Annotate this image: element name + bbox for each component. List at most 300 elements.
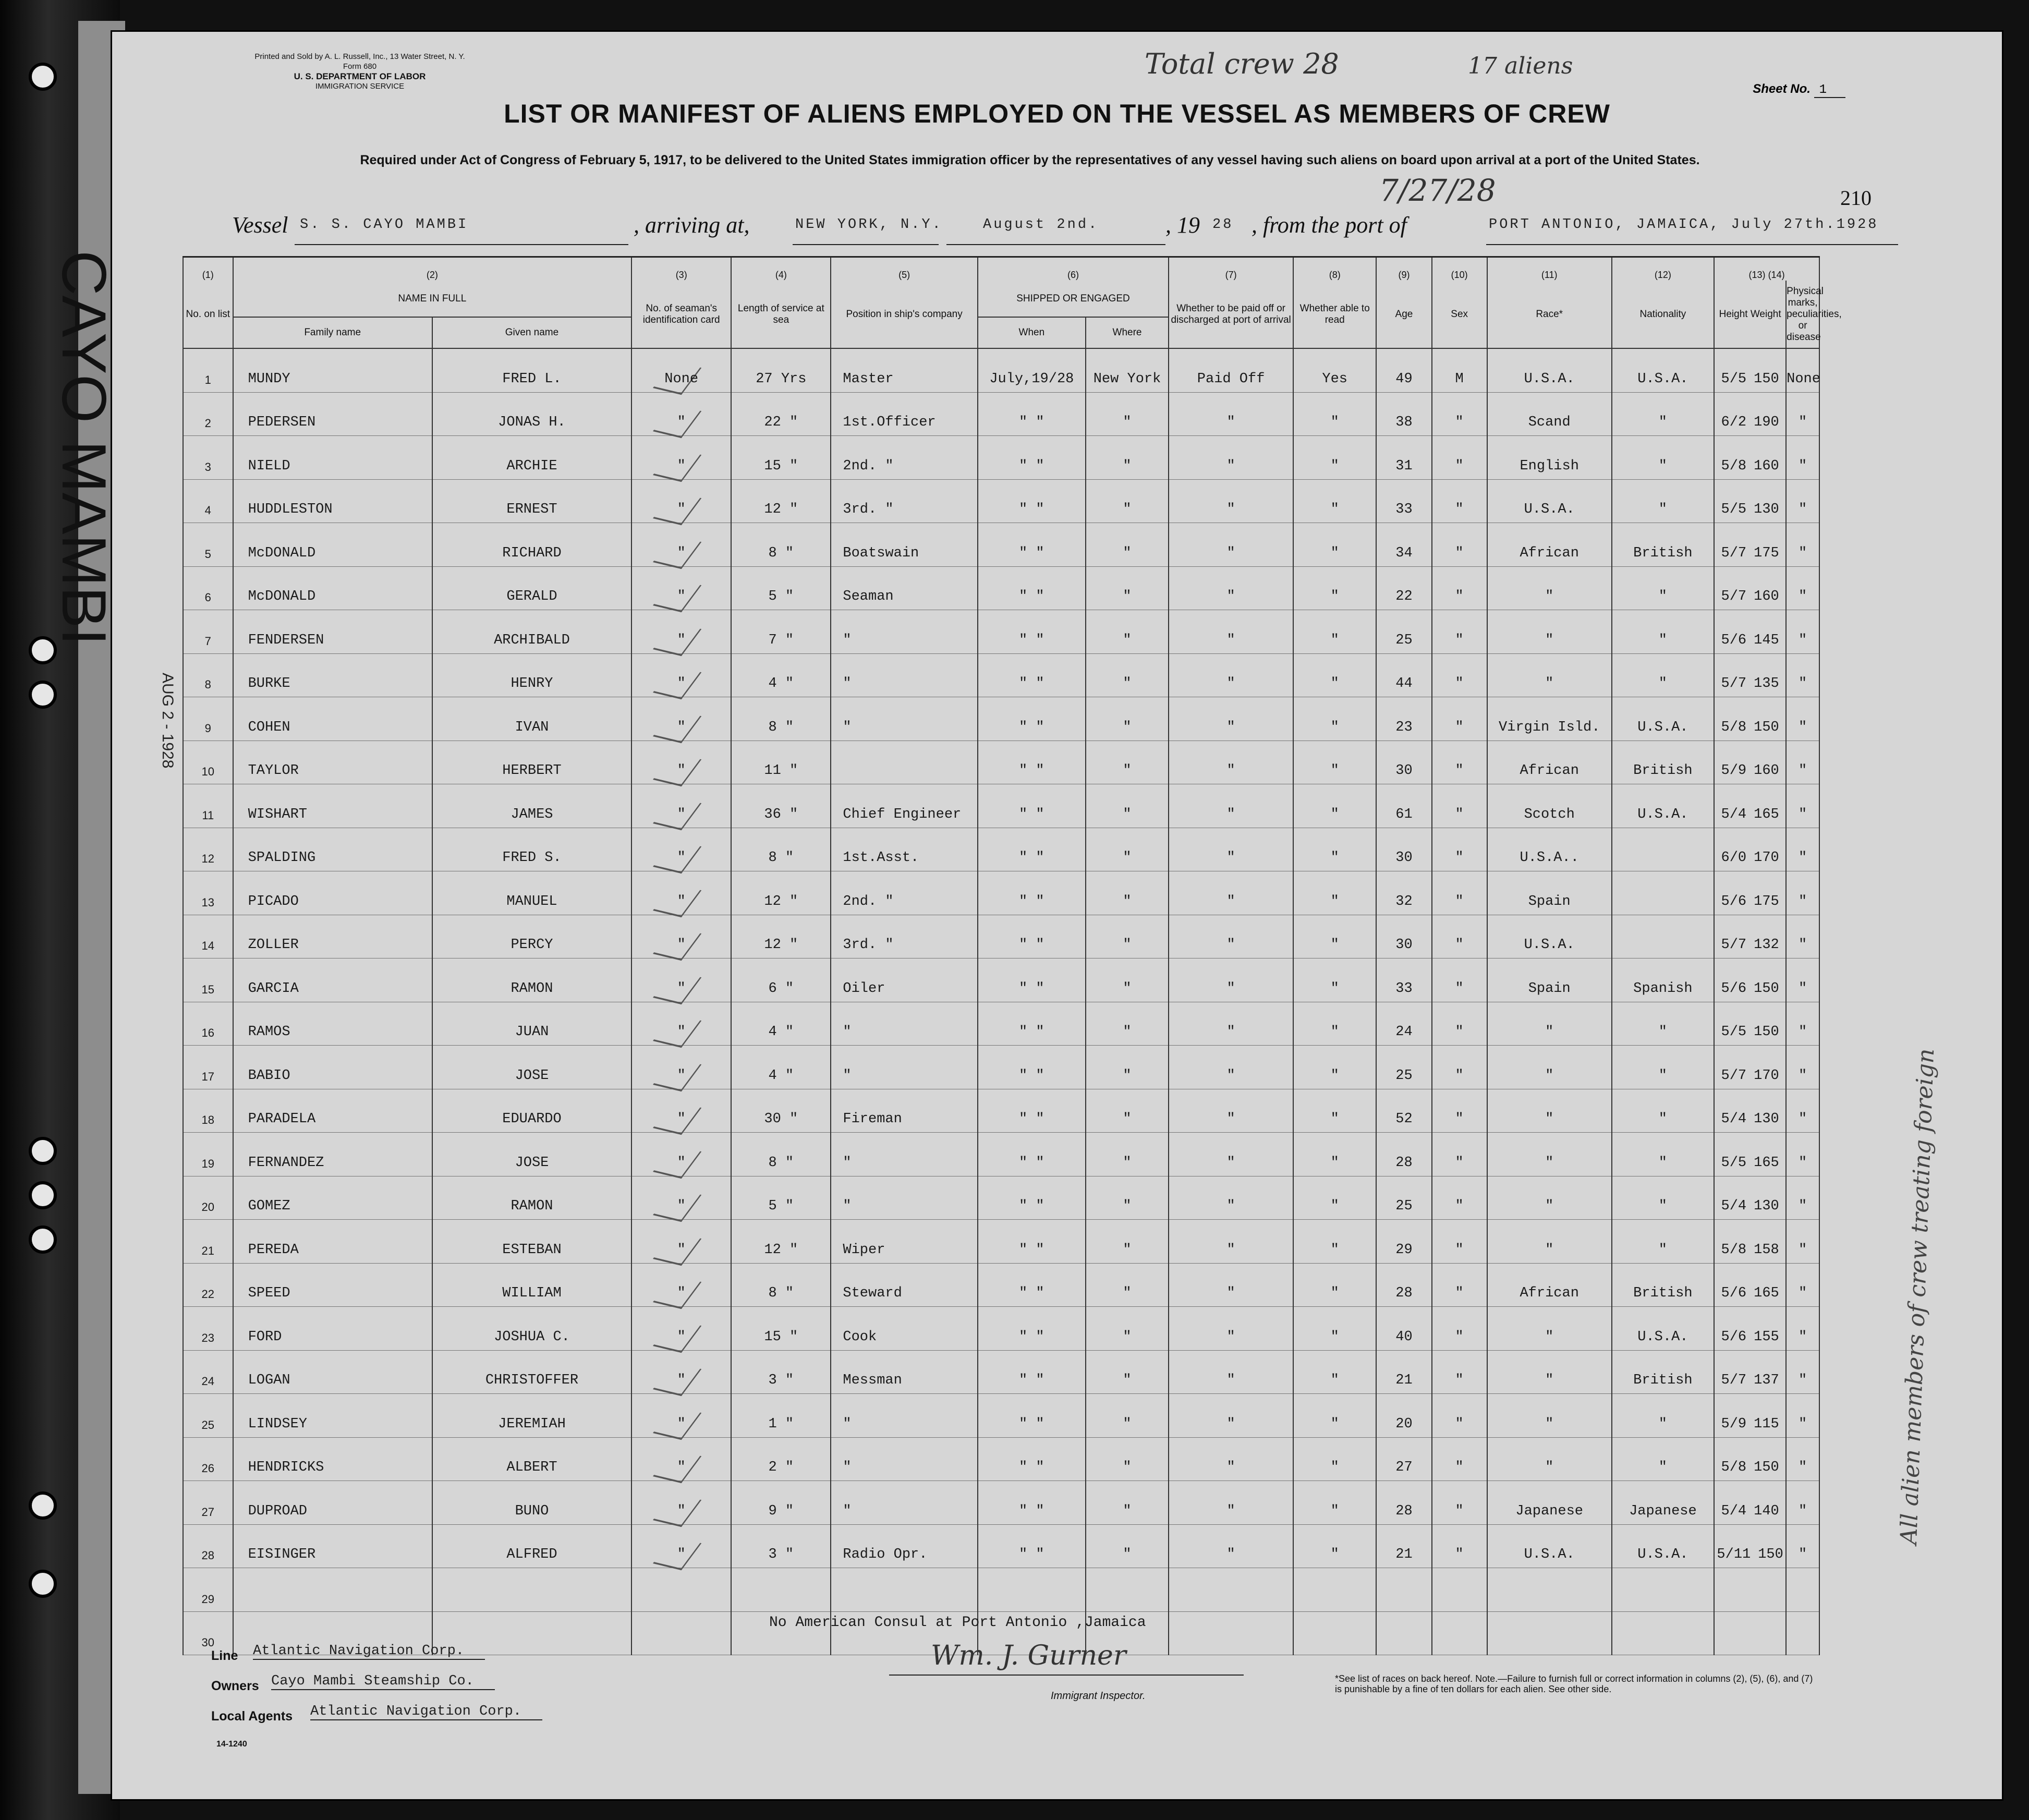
height-weight-cell bbox=[1714, 1524, 1786, 1568]
table-row bbox=[183, 741, 1819, 784]
age: 61 bbox=[1376, 784, 1431, 828]
id-card-value: " bbox=[677, 1024, 686, 1040]
race: Virgin Isld. bbox=[1487, 697, 1612, 741]
race: Spain bbox=[1487, 871, 1612, 915]
shipped-where bbox=[1086, 1568, 1169, 1612]
row-number: 6 bbox=[183, 566, 233, 610]
shipped-when: " " bbox=[978, 1220, 1086, 1264]
height: 5/4 bbox=[1721, 1111, 1747, 1127]
race: Scand bbox=[1487, 392, 1612, 436]
shipped-where: " bbox=[1086, 958, 1169, 1002]
height: 5/4 bbox=[1721, 806, 1747, 822]
weight: 160 bbox=[1754, 763, 1779, 779]
table-row bbox=[183, 392, 1819, 436]
nationality: " bbox=[1612, 1002, 1714, 1046]
race: U.S.A. bbox=[1487, 348, 1612, 392]
age: 28 bbox=[1376, 1481, 1431, 1525]
shipped-when: " " bbox=[978, 915, 1086, 958]
weight: 175 bbox=[1754, 545, 1779, 561]
department-name: U. S. DEPARTMENT OF LABOR bbox=[294, 71, 426, 81]
shipped-when: " " bbox=[978, 784, 1086, 828]
length-of-service: 30 " bbox=[731, 1089, 831, 1133]
paid-off: " bbox=[1169, 479, 1293, 523]
weight: 165 bbox=[1754, 1285, 1779, 1301]
table-row bbox=[183, 1524, 1819, 1568]
col-number: (5) bbox=[831, 257, 977, 281]
position: 2nd. " bbox=[831, 436, 977, 480]
vessel-label: Vessel bbox=[232, 212, 288, 238]
shipped-where: " bbox=[1086, 392, 1169, 436]
position: Radio Opr. bbox=[831, 1524, 977, 1568]
row-number: 12 bbox=[183, 828, 233, 871]
position: " bbox=[831, 697, 977, 741]
header-height-weight bbox=[1714, 281, 1786, 348]
length-of-service: 15 " bbox=[731, 1307, 831, 1351]
sex: " bbox=[1432, 566, 1487, 610]
race: English bbox=[1487, 436, 1612, 480]
nationality: " bbox=[1612, 392, 1714, 436]
id-card bbox=[631, 958, 731, 1002]
row-number: 26 bbox=[183, 1437, 233, 1481]
physical-marks: " bbox=[1786, 1307, 1819, 1351]
shipped-when: " " bbox=[978, 1089, 1086, 1133]
given-name: BUNO bbox=[432, 1481, 631, 1525]
row-number: 15 bbox=[183, 958, 233, 1002]
race: " bbox=[1487, 1437, 1612, 1481]
table-row bbox=[183, 958, 1819, 1002]
id-card bbox=[631, 1481, 731, 1525]
position: Cook bbox=[831, 1307, 977, 1351]
race: African bbox=[1487, 741, 1612, 784]
race: " bbox=[1487, 566, 1612, 610]
physical-marks: " bbox=[1786, 1002, 1819, 1046]
arriving-label: , arriving at, bbox=[634, 212, 750, 238]
col-number: (9) bbox=[1376, 257, 1431, 281]
age: 28 bbox=[1376, 1263, 1431, 1307]
family-name: PICADO bbox=[233, 871, 432, 915]
shipped-when: " " bbox=[978, 741, 1086, 784]
weight: 150 bbox=[1754, 719, 1779, 735]
height: 5/11 bbox=[1717, 1547, 1751, 1562]
position: Boatswain bbox=[831, 523, 977, 567]
given-name: HERBERT bbox=[432, 741, 631, 784]
height: 5/5 bbox=[1721, 502, 1747, 517]
height-weight-cell bbox=[1714, 1220, 1786, 1264]
physical-marks: " bbox=[1786, 871, 1819, 915]
length-of-service: 8 " bbox=[731, 697, 831, 741]
id-card-value: " bbox=[677, 806, 686, 822]
sex: " bbox=[1432, 828, 1487, 871]
family-name: FORD bbox=[233, 1307, 432, 1351]
given-name: PERCY bbox=[432, 915, 631, 958]
shipped-where: " bbox=[1086, 1263, 1169, 1307]
punch-hole bbox=[29, 1226, 57, 1254]
col-number: (3) bbox=[631, 257, 731, 281]
id-card bbox=[631, 1307, 731, 1351]
punch-hole bbox=[29, 1491, 57, 1520]
shipped-when: " " bbox=[978, 828, 1086, 871]
shipped-where: " bbox=[1086, 871, 1169, 915]
weight: 137 bbox=[1754, 1373, 1779, 1388]
table-row bbox=[183, 871, 1819, 915]
given-name bbox=[432, 1568, 631, 1612]
footer-note: *See list of races on back hereof. Note.—Failure to furnish full or correct information in columns (2), (5), (6), and (7) is punishable by a fine of ten dollars for each alien. See other side. bbox=[1335, 1673, 1813, 1694]
family-name: BABIO bbox=[233, 1046, 432, 1089]
table-row bbox=[183, 1133, 1819, 1176]
able-to-read: " bbox=[1293, 1220, 1376, 1264]
shipped-when: " " bbox=[978, 697, 1086, 741]
id-card bbox=[631, 523, 731, 567]
agents-value: Atlantic Navigation Corp. bbox=[310, 1704, 542, 1720]
id-card-value: " bbox=[677, 937, 686, 953]
age: 44 bbox=[1376, 653, 1431, 697]
paid-off: Paid Off bbox=[1169, 348, 1293, 392]
from-port-label: , from the port of bbox=[1252, 212, 1407, 238]
paid-off: " bbox=[1169, 1220, 1293, 1264]
age: 30 bbox=[1376, 828, 1431, 871]
sex: " bbox=[1432, 1524, 1487, 1568]
age: 21 bbox=[1376, 1350, 1431, 1394]
shipped-when: " " bbox=[978, 436, 1086, 480]
id-card bbox=[631, 1176, 731, 1220]
age: 34 bbox=[1376, 523, 1431, 567]
sex: " bbox=[1432, 1394, 1487, 1438]
physical-marks: " bbox=[1786, 697, 1819, 741]
row-number: 10 bbox=[183, 741, 233, 784]
length-of-service: 36 " bbox=[731, 784, 831, 828]
age: 22 bbox=[1376, 566, 1431, 610]
position: 1st.Officer bbox=[831, 392, 977, 436]
family-name: SPALDING bbox=[233, 828, 432, 871]
height-weight-cell bbox=[1714, 436, 1786, 480]
race: " bbox=[1487, 1307, 1612, 1351]
able-to-read: " bbox=[1293, 1394, 1376, 1438]
length-of-service: 12 " bbox=[731, 1220, 831, 1264]
given-name: JOSHUA C. bbox=[432, 1307, 631, 1351]
sex: " bbox=[1432, 1481, 1487, 1525]
header-physical-marks: Physical marks, peculiarities, or disease bbox=[1786, 281, 1819, 348]
given-name: ALBERT bbox=[432, 1437, 631, 1481]
family-name: GOMEZ bbox=[233, 1176, 432, 1220]
given-name: CHRISTOFFER bbox=[432, 1350, 631, 1394]
arrival-date: August 2nd. bbox=[983, 217, 1099, 233]
shipped-when bbox=[978, 1568, 1086, 1612]
table-row bbox=[183, 1437, 1819, 1481]
row-number: 1 bbox=[183, 348, 233, 392]
family-name: DUPROAD bbox=[233, 1481, 432, 1525]
race: Japanese bbox=[1487, 1481, 1612, 1525]
id-card-value: " bbox=[677, 1285, 686, 1301]
height: 5/7 bbox=[1721, 676, 1747, 691]
physical-marks: " bbox=[1786, 741, 1819, 784]
length-of-service: 12 " bbox=[731, 479, 831, 523]
table-row bbox=[183, 1481, 1819, 1525]
position: " bbox=[831, 1394, 977, 1438]
printer-block bbox=[183, 52, 537, 91]
length-of-service: 5 " bbox=[731, 566, 831, 610]
age: 40 bbox=[1376, 1307, 1431, 1351]
paid-off bbox=[1169, 1568, 1293, 1612]
height: 5/6 bbox=[1721, 980, 1747, 997]
arrival-year: 28 bbox=[1212, 217, 1234, 233]
shipped-where: " bbox=[1086, 915, 1169, 958]
weight: 115 bbox=[1754, 1416, 1779, 1432]
nationality: U.S.A. bbox=[1612, 348, 1714, 392]
weight: 150 bbox=[1754, 1024, 1779, 1040]
nationality: British bbox=[1612, 1263, 1714, 1307]
paid-off: " bbox=[1169, 1524, 1293, 1568]
height: 5/6 bbox=[1721, 632, 1747, 648]
header-family-name: Family name bbox=[233, 317, 432, 348]
height: 5/9 bbox=[1721, 763, 1747, 779]
physical-marks: " bbox=[1786, 436, 1819, 480]
row-number: 29 bbox=[183, 1568, 233, 1612]
weight: 175 bbox=[1754, 893, 1779, 909]
weight: 140 bbox=[1754, 1503, 1779, 1519]
header-sex: Sex bbox=[1432, 281, 1487, 348]
shipped-where: " bbox=[1086, 1133, 1169, 1176]
given-name: EDUARDO bbox=[432, 1089, 631, 1133]
shipped-where: " bbox=[1086, 784, 1169, 828]
table-row bbox=[183, 915, 1819, 958]
race: " bbox=[1487, 1002, 1612, 1046]
id-card-value: " bbox=[677, 893, 686, 909]
race bbox=[1487, 1568, 1612, 1612]
row-number: 13 bbox=[183, 871, 233, 915]
signature-line bbox=[889, 1675, 1244, 1676]
nationality: " bbox=[1612, 1394, 1714, 1438]
sex: " bbox=[1432, 436, 1487, 480]
shipped-when: " " bbox=[978, 610, 1086, 654]
aliens-annotation: 17 aliens bbox=[1468, 53, 1573, 79]
able-to-read: " bbox=[1293, 479, 1376, 523]
family-name: FENDERSEN bbox=[233, 610, 432, 654]
physical-marks bbox=[1786, 1568, 1819, 1612]
length-of-service bbox=[731, 1568, 831, 1612]
punch-hole bbox=[29, 1181, 57, 1209]
able-to-read: " bbox=[1293, 1133, 1376, 1176]
sex: " bbox=[1432, 1089, 1487, 1133]
shipped-where: " bbox=[1086, 741, 1169, 784]
able-to-read: " bbox=[1293, 1307, 1376, 1351]
position: Chief Engineer bbox=[831, 784, 977, 828]
id-card-value: " bbox=[677, 1198, 686, 1214]
id-card-value: " bbox=[677, 1329, 686, 1345]
col-number: (10) bbox=[1432, 257, 1487, 281]
paid-off: " bbox=[1169, 653, 1293, 697]
age: 24 bbox=[1376, 1002, 1431, 1046]
header-given-name: Given name bbox=[432, 317, 631, 348]
physical-marks: " bbox=[1786, 1481, 1819, 1525]
nationality: U.S.A. bbox=[1612, 1307, 1714, 1351]
paid-off: " bbox=[1169, 610, 1293, 654]
sex: " bbox=[1432, 653, 1487, 697]
table-row bbox=[183, 1002, 1819, 1046]
physical-marks: " bbox=[1786, 392, 1819, 436]
race: " bbox=[1487, 653, 1612, 697]
given-name: RAMON bbox=[432, 958, 631, 1002]
header-id-card: No. of seaman's identification card bbox=[631, 281, 731, 348]
physical-marks: " bbox=[1786, 479, 1819, 523]
inspector-signature: Wm. J. Gurner bbox=[931, 1640, 1126, 1671]
family-name: BURKE bbox=[233, 653, 432, 697]
paid-off: " bbox=[1169, 1263, 1293, 1307]
shipped-where: " bbox=[1086, 523, 1169, 567]
agents-label: Local Agents bbox=[211, 1709, 293, 1724]
paid-off: " bbox=[1169, 1133, 1293, 1176]
paid-off: " bbox=[1169, 436, 1293, 480]
weight: 160 bbox=[1754, 589, 1779, 604]
table-row bbox=[183, 566, 1819, 610]
able-to-read: " bbox=[1293, 392, 1376, 436]
owners-value: Cayo Mambi Steamship Co. bbox=[271, 1673, 495, 1690]
paid-off: " bbox=[1169, 1481, 1293, 1525]
physical-marks: " bbox=[1786, 1350, 1819, 1394]
position: " bbox=[831, 1176, 977, 1220]
age: 27 bbox=[1376, 1437, 1431, 1481]
family-name: McDONALD bbox=[233, 566, 432, 610]
height-weight-cell bbox=[1714, 1394, 1786, 1438]
able-to-read: " bbox=[1293, 784, 1376, 828]
weight: 130 bbox=[1754, 1111, 1779, 1127]
table-row bbox=[183, 436, 1819, 480]
family-name: NIELD bbox=[233, 436, 432, 480]
sex: " bbox=[1432, 479, 1487, 523]
printer-line: Printed and Sold by A. L. Russell, Inc., 13 Water Street, N. Y. bbox=[254, 52, 465, 61]
id-card bbox=[631, 1133, 731, 1176]
position: 3rd. " bbox=[831, 479, 977, 523]
height: 5/5 bbox=[1721, 1024, 1747, 1040]
punch-hole bbox=[29, 63, 57, 91]
nationality: " bbox=[1612, 653, 1714, 697]
age: 33 bbox=[1376, 958, 1431, 1002]
table-row bbox=[183, 610, 1819, 654]
table-row bbox=[183, 1307, 1819, 1351]
age: 25 bbox=[1376, 1176, 1431, 1220]
shipped-when: " " bbox=[978, 479, 1086, 523]
table-row bbox=[183, 348, 1819, 392]
punch-hole bbox=[29, 1570, 57, 1598]
shipped-when: " " bbox=[978, 566, 1086, 610]
id-card-value: " bbox=[677, 1373, 686, 1388]
race: U.S.A.. bbox=[1487, 828, 1612, 871]
sex: " bbox=[1432, 741, 1487, 784]
length-of-service: 8 " bbox=[731, 523, 831, 567]
physical-marks: None bbox=[1786, 348, 1819, 392]
height: 5/7 bbox=[1721, 937, 1747, 953]
race: " bbox=[1487, 1046, 1612, 1089]
header-where: Where bbox=[1086, 317, 1169, 348]
shipped-when: " " bbox=[978, 1394, 1086, 1438]
id-card-value: " bbox=[677, 763, 686, 779]
stamp-date: AUG 2 - 1928 bbox=[159, 673, 176, 769]
length-of-service: 15 " bbox=[731, 436, 831, 480]
header-weight: Weight bbox=[1750, 308, 1781, 320]
nationality: U.S.A. bbox=[1612, 784, 1714, 828]
departure-port: PORT ANTONIO, JAMAICA, July 27th.1928 bbox=[1489, 217, 1879, 233]
id-card bbox=[631, 871, 731, 915]
header-age: Age bbox=[1376, 281, 1431, 348]
height-weight-cell bbox=[1714, 741, 1786, 784]
id-card bbox=[631, 1394, 731, 1438]
length-of-service: 8 " bbox=[731, 1133, 831, 1176]
height-weight-cell bbox=[1714, 697, 1786, 741]
sheet-label: Sheet No. bbox=[1753, 82, 1811, 96]
weight: 158 bbox=[1754, 1242, 1779, 1258]
paid-off: " bbox=[1169, 1002, 1293, 1046]
age: 49 bbox=[1376, 348, 1431, 392]
vessel-name: S. S. CAYO MAMBI bbox=[300, 217, 469, 233]
age: 25 bbox=[1376, 610, 1431, 654]
position: Fireman bbox=[831, 1089, 977, 1133]
paid-off: " bbox=[1169, 1350, 1293, 1394]
id-card bbox=[631, 741, 731, 784]
given-name: JOSE bbox=[432, 1046, 631, 1089]
row-number: 28 bbox=[183, 1524, 233, 1568]
table-row bbox=[183, 697, 1819, 741]
family-name: TAYLOR bbox=[233, 741, 432, 784]
given-name: ARCHIBALD bbox=[432, 610, 631, 654]
id-card-value: " bbox=[677, 1111, 686, 1127]
form-number: Form 680 bbox=[343, 62, 377, 71]
paid-off: " bbox=[1169, 523, 1293, 567]
table-row bbox=[183, 1263, 1819, 1307]
height-weight-cell bbox=[1714, 392, 1786, 436]
owners-label: Owners bbox=[211, 1679, 259, 1693]
table-row bbox=[183, 1046, 1819, 1089]
row-number: 22 bbox=[183, 1263, 233, 1307]
id-card bbox=[631, 1350, 731, 1394]
nationality: " bbox=[1612, 1176, 1714, 1220]
nationality bbox=[1612, 828, 1714, 871]
given-name: RICHARD bbox=[432, 523, 631, 567]
given-name: JOSE bbox=[432, 1133, 631, 1176]
weight: 150 bbox=[1754, 371, 1779, 387]
row-number: 18 bbox=[183, 1089, 233, 1133]
id-card bbox=[631, 1524, 731, 1568]
page-title: LIST OR MANIFEST OF ALIENS EMPLOYED ON THE VESSEL AS MEMBERS OF CREW bbox=[504, 99, 1610, 128]
table-row bbox=[183, 1568, 1819, 1612]
header-able-read: Whether able to read bbox=[1293, 281, 1376, 348]
family-name: PARADELA bbox=[233, 1089, 432, 1133]
shipped-when: " " bbox=[978, 1133, 1086, 1176]
sex: " bbox=[1432, 915, 1487, 958]
nationality bbox=[1612, 871, 1714, 915]
length-of-service: 8 " bbox=[731, 828, 831, 871]
nationality: British bbox=[1612, 1350, 1714, 1394]
table-row bbox=[183, 523, 1819, 567]
height-weight-cell bbox=[1714, 610, 1786, 654]
shipped-when: " " bbox=[978, 1263, 1086, 1307]
nationality: " bbox=[1612, 566, 1714, 610]
paid-off: " bbox=[1169, 1046, 1293, 1089]
length-of-service: 27 Yrs bbox=[731, 348, 831, 392]
page-number: 210 bbox=[1840, 186, 1872, 210]
position: Wiper bbox=[831, 1220, 977, 1264]
id-card-value: " bbox=[677, 1460, 686, 1475]
id-card-value: " bbox=[677, 980, 686, 997]
nationality bbox=[1612, 1568, 1714, 1612]
row-number: 14 bbox=[183, 915, 233, 958]
row-number: 8 bbox=[183, 653, 233, 697]
race: " bbox=[1487, 1350, 1612, 1394]
sex: " bbox=[1432, 1220, 1487, 1264]
paid-off: " bbox=[1169, 697, 1293, 741]
able-to-read: " bbox=[1293, 653, 1376, 697]
sex: " bbox=[1432, 392, 1487, 436]
table-header bbox=[183, 257, 1842, 349]
height-weight-cell bbox=[1714, 1176, 1786, 1220]
